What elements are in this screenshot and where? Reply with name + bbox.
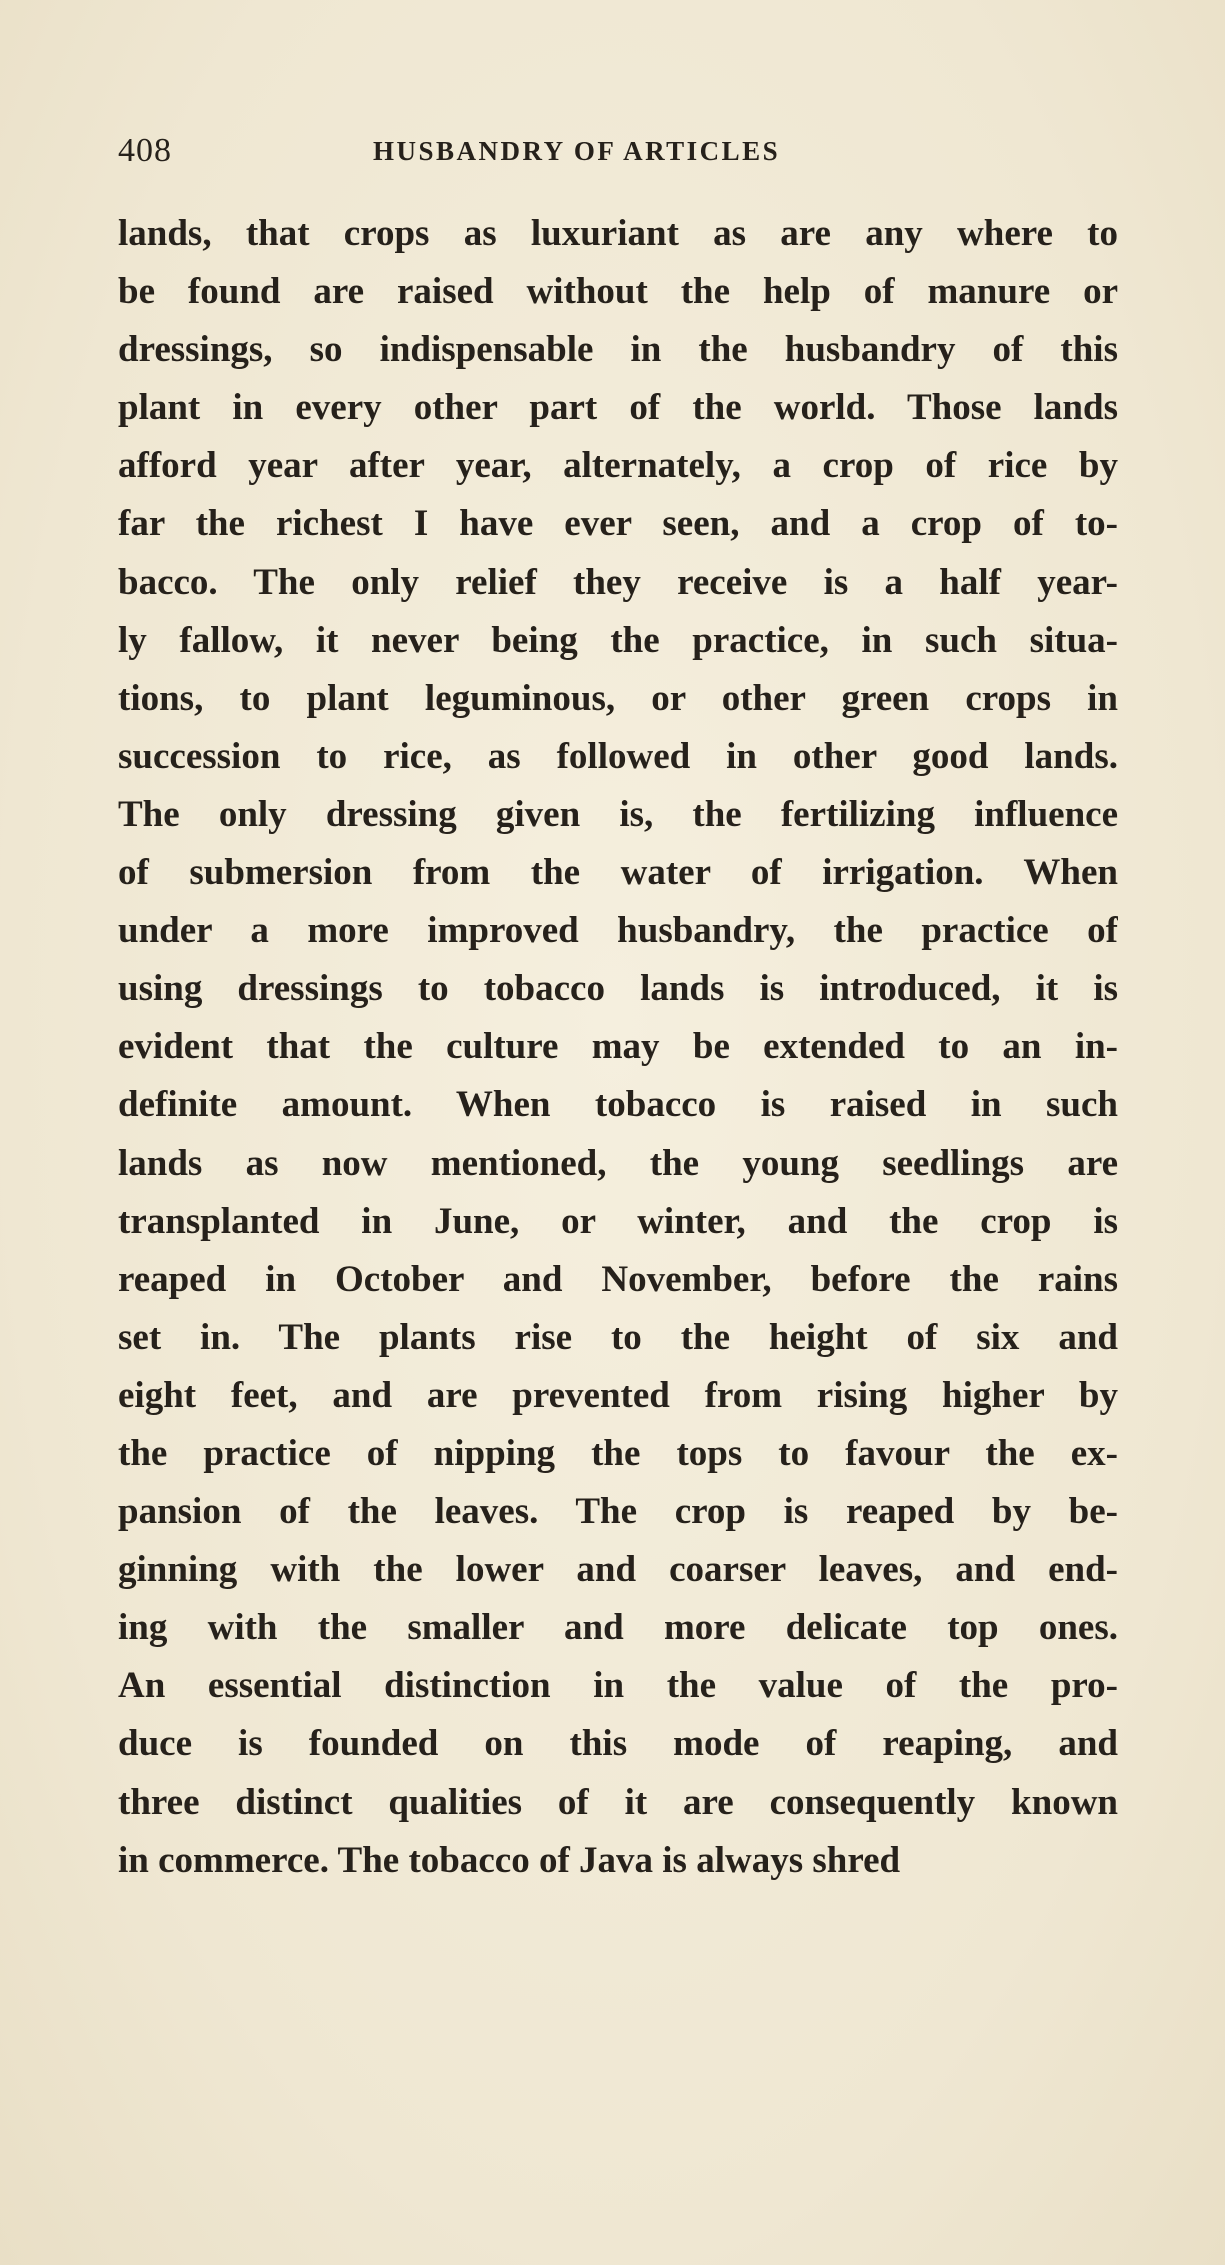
text-line: the practice of nipping the tops to favour the ex- <box>118 1432 1118 1474</box>
text-line: ginning with the lower and coarser leaves, and end- <box>118 1549 1118 1591</box>
text-line: afford year after year, alternately, a crop of rice by <box>118 445 1118 487</box>
text-line: under a more improved husbandry, the practice of <box>118 910 1118 952</box>
text-line: succession to rice, as followed in other good lands. <box>118 735 1118 777</box>
text-line: lands as now mentioned, the young seedlings are <box>118 1142 1118 1184</box>
text-line: far the richest I have ever seen, and a crop of to- <box>118 503 1118 545</box>
running-head <box>118 132 1118 180</box>
text-line: tions, to plant leguminous, or other green crops in <box>118 677 1118 719</box>
text-line: The only dressing given is, the fertilizing influence <box>118 793 1118 835</box>
text-line: transplanted in June, or winter, and the crop is <box>118 1200 1118 1242</box>
text-line: plant in every other part of the world. Those lands <box>118 387 1118 429</box>
text-line: definite amount. When tobacco is raised in such <box>118 1084 1118 1126</box>
text-line: be found are raised without the help of manure or <box>118 271 1118 313</box>
text-line: dressings, so indispensable in the husbandry of this <box>118 329 1118 371</box>
running-title: HUSBANDRY OF ARTICLES <box>373 136 781 166</box>
text-line: of submersion from the water of irrigation. When <box>118 852 1118 894</box>
text-line: set in. The plants rise to the height of six and <box>118 1316 1118 1358</box>
text-line: reaped in October and November, before the rains <box>118 1258 1118 1300</box>
text-line: An essential distinction in the value of the pro- <box>118 1665 1118 1707</box>
text-line: ly fallow, it never being the practice, in such situa- <box>118 619 1118 661</box>
text-line: ing with the smaller and more delicate top ones. <box>118 1607 1118 1649</box>
body-text <box>118 205 1118 1890</box>
text-line: duce is founded on this mode of reaping, and <box>118 1723 1118 1765</box>
text-line: lands, that crops as luxuriant as are any where to <box>118 213 1118 254</box>
text-line: using dressings to tobacco lands is introduced, it is <box>118 968 1118 1010</box>
text-line: eight feet, and are prevented from rising higher by <box>118 1374 1118 1416</box>
page-number: 408 <box>118 132 172 169</box>
text-line: bacco. The only relief they receive is a half year- <box>118 561 1118 603</box>
text-line: evident that the culture may be extended to an in- <box>118 1026 1118 1068</box>
text-line: three distinct qualities of it are consequently known <box>118 1781 1118 1823</box>
text-line: in commerce. The tobacco of Java is always shred <box>118 1839 901 1881</box>
text-line: pansion of the leaves. The crop is reaped by be- <box>118 1491 1118 1533</box>
